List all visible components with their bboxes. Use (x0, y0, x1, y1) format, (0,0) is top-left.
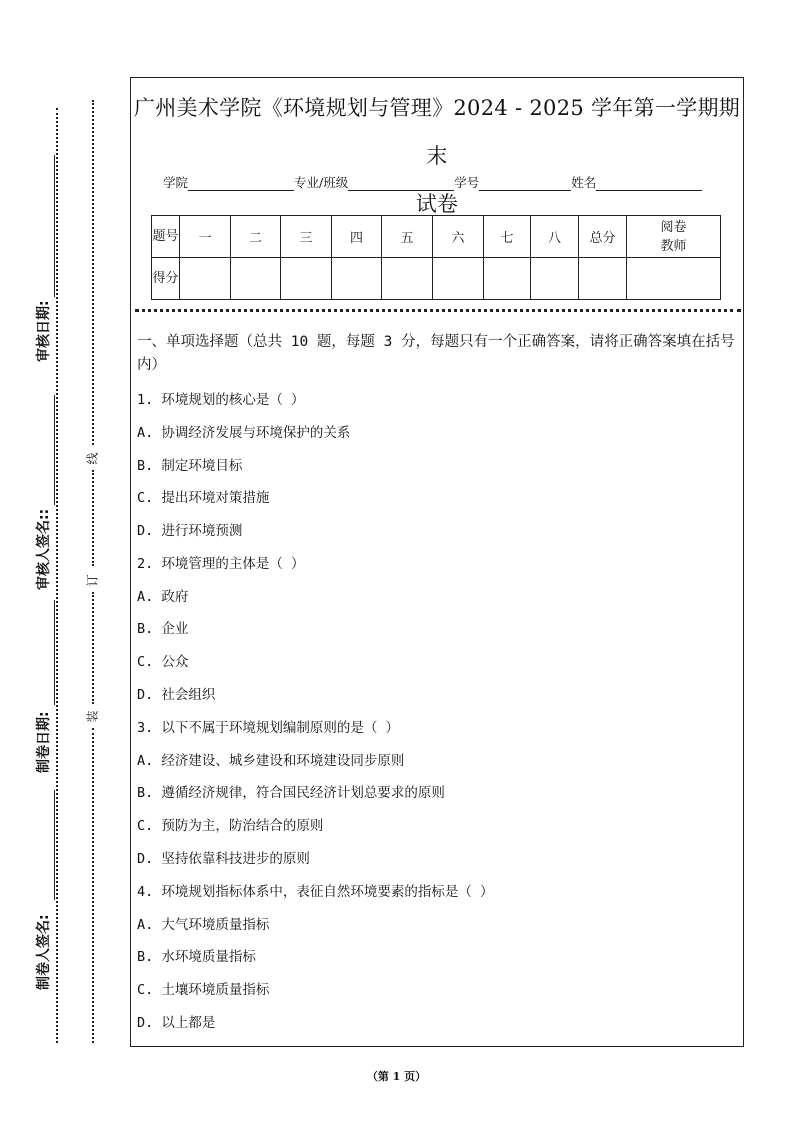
name-field[interactable] (596, 176, 702, 191)
option: C. 土壤环境质量指标 (137, 982, 270, 998)
col-head: 七 (484, 216, 531, 258)
cut-dotted-line-bottom (92, 728, 94, 1043)
score-cell[interactable] (231, 258, 281, 300)
score-table (151, 215, 721, 300)
col-head: 二 (231, 216, 281, 258)
option: A. 大气环境质量指标 (137, 917, 270, 933)
col-head: 四 (332, 216, 382, 258)
score-cell[interactable] (382, 258, 433, 300)
option: D. 坚持依靠科技进步的原则 (137, 851, 310, 867)
score-cell-grader[interactable] (627, 258, 721, 300)
col-head-grader: 阅卷教师 (627, 216, 721, 258)
exam-title (131, 84, 743, 228)
reviewer-sign-line (54, 395, 55, 505)
major-label: 专业/班级 (294, 175, 349, 190)
question-stem: 3. 以下不属于环境规划编制原则的是（ ） (137, 720, 400, 736)
student-id-label: 学号 (454, 175, 480, 190)
cut-dotted-line-mid1 (92, 470, 94, 566)
row-head-question-no: 题号 (152, 216, 180, 258)
maker-date-label: 制卷日期: (36, 711, 52, 773)
line-marker: 线 (85, 452, 100, 465)
question-stem: 1. 环境规划的核心是（ ） (137, 392, 305, 408)
col-head: 六 (433, 216, 484, 258)
col-head: 五 (382, 216, 433, 258)
score-cell[interactable] (281, 258, 332, 300)
college-label: 学院 (163, 175, 189, 190)
col-head: 三 (281, 216, 332, 258)
name-label: 姓名 (571, 175, 597, 190)
score-cell[interactable] (484, 258, 531, 300)
cut-dotted-line-top (92, 100, 94, 445)
option: B. 水环境质量指标 (137, 949, 256, 965)
cut-dotted-line-mid2 (92, 592, 94, 704)
separator (135, 309, 741, 312)
score-cell[interactable] (332, 258, 382, 300)
reviewer-sign-label: 审核人签名:: (36, 508, 52, 590)
reviewer-date-label: 审核日期: (36, 300, 52, 362)
college-field[interactable] (188, 176, 294, 191)
student-info (163, 173, 702, 191)
page-number: （第 1 页） (366, 1070, 427, 1083)
option: D. 社会组织 (137, 687, 216, 703)
option: D. 以上都是 (137, 1015, 216, 1031)
option: A. 经济建设、城乡建设和环境建设同步原则 (137, 753, 405, 769)
score-cell[interactable] (180, 258, 231, 300)
option: A. 政府 (137, 589, 189, 605)
col-head: 一 (180, 216, 231, 258)
major-field[interactable] (348, 176, 454, 191)
student-id-field[interactable] (479, 176, 571, 191)
option: C. 预防为主，防治结合的原则 (137, 818, 324, 834)
question-stem: 2. 环境管理的主体是（ ） (137, 556, 305, 572)
option: B. 企业 (137, 621, 189, 637)
maker-sign-label: 制卷人签名: (36, 914, 52, 990)
option: C. 公众 (137, 654, 189, 670)
maker-date-line (54, 600, 55, 705)
col-head: 八 (531, 216, 579, 258)
bind-marker: 订 (85, 574, 100, 587)
score-cell[interactable] (531, 258, 579, 300)
maker-sign-line (54, 790, 55, 900)
title-line-2: 试卷 (415, 192, 459, 216)
option: B. 制定环境目标 (137, 458, 243, 474)
reviewer-date-line (54, 155, 55, 297)
option: B. 遵循经济规律，符合国民经济计划总要求的原则 (137, 785, 445, 801)
score-cell[interactable] (433, 258, 484, 300)
row-head-score: 得分 (152, 258, 180, 300)
fold-marker: 装 (85, 710, 100, 723)
question-stem: 4. 环境规划指标体系中，表征自然环境要素的指标是（ ） (137, 884, 494, 900)
title-line-1: 广州美术学院《环境规划与管理》2024 - 2025 学年第一学期期末 (133, 96, 741, 168)
option: D. 进行环境预测 (137, 523, 243, 539)
option: A. 协调经济发展与环境保护的关系 (137, 425, 351, 441)
col-head-total: 总分 (579, 216, 627, 258)
outer-dotted-line (56, 108, 58, 1043)
option: C. 提出环境对策措施 (137, 490, 270, 506)
section-heading: 一、单项选择题（总共 10 题，每题 3 分，每题只有一个正确答案，请将正确答案填在括号内） (137, 334, 735, 373)
score-cell-total[interactable] (579, 258, 627, 300)
